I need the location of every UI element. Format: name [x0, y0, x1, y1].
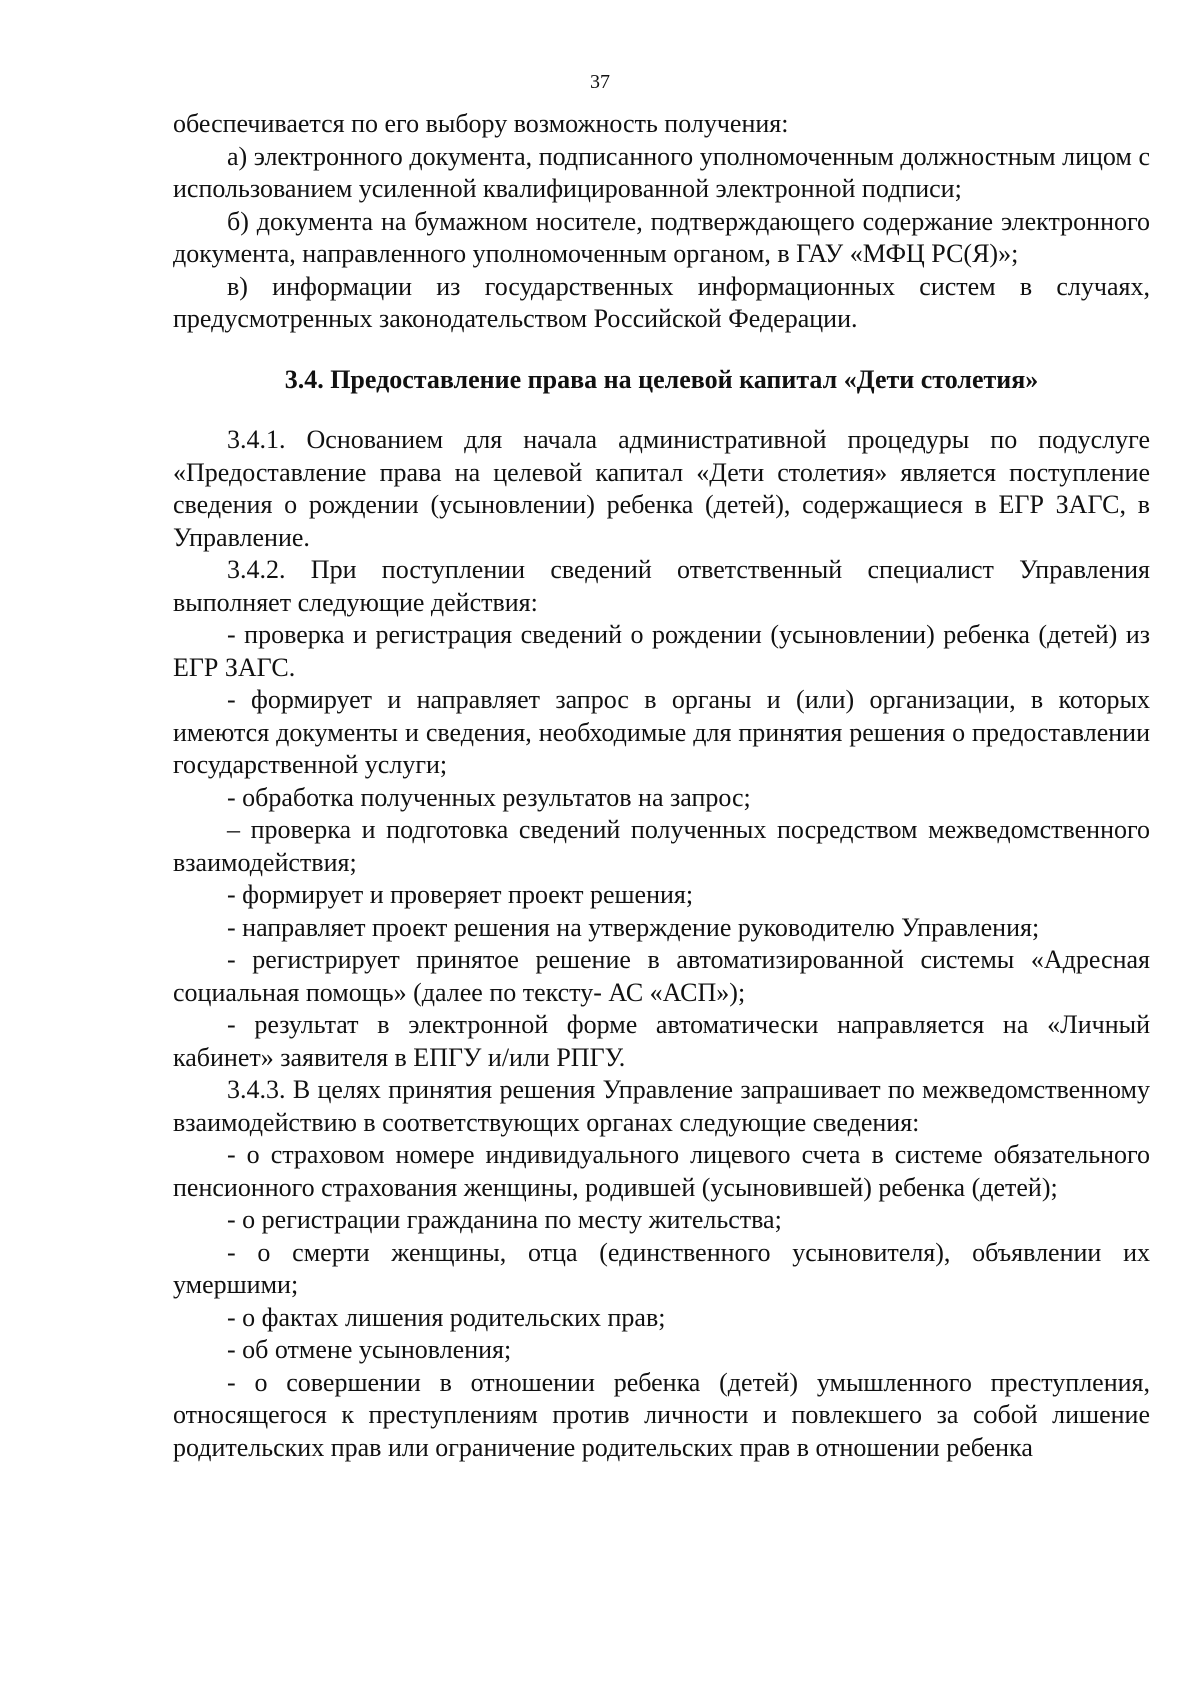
request-item: - о регистрации гражданина по месту жительства; [227, 1205, 782, 1234]
list-item-v: в) информации из государственных информационных систем в случаях, предусмотренных законодательством Российской Федерации. [173, 271, 1150, 333]
request-item: - о совершении в отношении ребенка (детей) умышленного преступления, относящегося к преступлениям против личности и повлекшего за собой лишение родительских прав или ограничение родительских прав в отношении ребенка [173, 1367, 1150, 1462]
action-item: - формирует и проверяет проект решения; [227, 880, 694, 909]
action-item: - обработка полученных результатов на запрос; [227, 782, 751, 812]
clause-3-4-1: 3.4.1. Основанием для начала административной процедуры по подуслуге «Предоставление права на целевой капитал «Дети столетия» является поступление сведения о рождении (усыновлении) ребенка (детей), содержащиеся в ЕГР ЗАГС, в Управление. [173, 425, 1150, 552]
action-item: - результат в электронной форме автоматически направляется на «Личный кабинет» заявителя в ЕПГУ и/или РПГУ. [173, 1010, 1150, 1072]
page-number: 37 [590, 71, 610, 93]
clause-3-4-2: 3.4.2. При поступлении сведений ответственный специалист Управления выполняет следующие действия: [173, 555, 1150, 617]
action-item: - проверка и регистрация сведений о рождении (усыновлении) ребенка (детей) из ЕГР ЗАГС. [173, 620, 1150, 682]
action-item: - направляет проект решения на утверждение руководителю Управления; [227, 912, 1040, 942]
action-item: – проверка и подготовка сведений полученных посредством межведомственного взаимодействия; [173, 815, 1150, 877]
document-body [173, 108, 1150, 1464]
action-item: - формирует и направляет запрос в органы и (или) организации, в которых имеются документы и сведения, необходимые для принятия решения о предоставлении государственной услуги; [173, 685, 1150, 779]
paragraph-intro: обеспечивается по его выбору возможность получения: [173, 109, 789, 138]
clause-3-4-3: 3.4.3. В целях принятия решения Управление запрашивает по межведомственному взаимодействию в соответствующих органах следующие сведения: [173, 1075, 1150, 1137]
request-item: - о страховом номере индивидуального лицевого счета в системе обязательного пенсионного страхования женщины, родившей (усыновившей) ребенка (детей); [173, 1140, 1150, 1202]
request-item: - о смерти женщины, отца (единственного усыновителя), объявлении их умершими; [173, 1237, 1150, 1299]
section-heading-3-4: 3.4. Предоставление права на целевой капитал «Дети столетия» [284, 364, 1039, 394]
list-item-a: а) электронного документа, подписанного уполномоченным должностным лицом с использованием усиленной квалифицированной электронной подписи; [173, 141, 1150, 203]
request-item: - об отмене усыновления; [227, 1335, 512, 1364]
request-item: - о фактах лишения родительских прав; [227, 1302, 666, 1332]
list-item-b: б) документа на бумажном носителе, подтверждающего содержание электронного документа, направленного уполномоченным органом, в ГАУ «МФЦ РС(Я)»; [173, 206, 1150, 268]
action-item: - регистрирует принятое решение в автоматизированной системы «Адресная социальная помощь» (далее по тексту- АС «АСП»); [173, 945, 1150, 1007]
